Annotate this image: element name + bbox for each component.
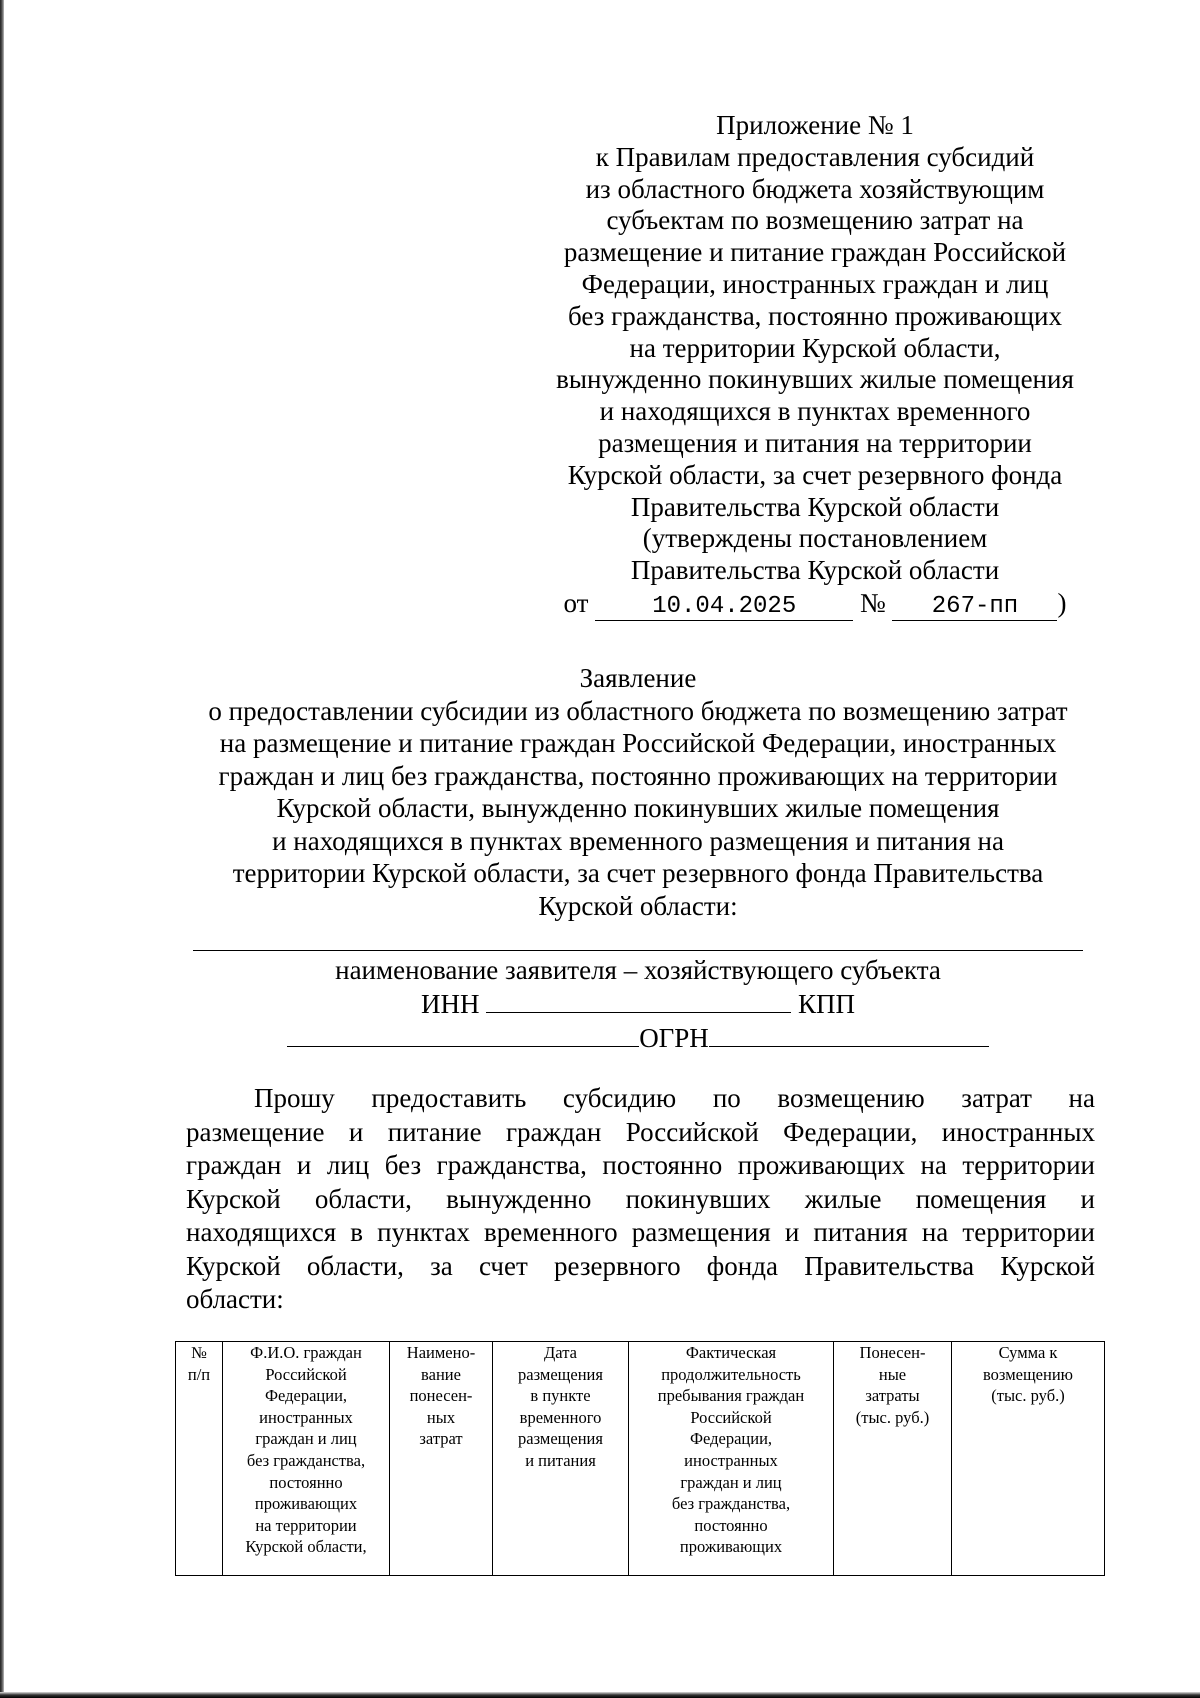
request-line: области:	[186, 1284, 284, 1314]
header-cell-line: Российской	[690, 1407, 772, 1427]
header-cell-line: возмещению	[983, 1364, 1073, 1384]
header-cell-line: (тыс. руб.)	[855, 1407, 930, 1427]
header-cell-line: граждан и лиц	[680, 1472, 782, 1492]
ogrn-label: ОГРН	[639, 1023, 709, 1053]
header-cell-reimbursement	[952, 1342, 1105, 1576]
header-cell-line: (тыс. руб.)	[991, 1386, 1065, 1406]
appendix-line: Правительства Курской области	[630, 491, 1000, 522]
request-line: Прошу предоставить субсидию по возмещению затрат на	[254, 1083, 1095, 1113]
request-line: Курской области, за счет резервного фонда Правительства Курской	[186, 1250, 1095, 1281]
header-cell-line: размещения	[518, 1364, 603, 1384]
header-cell-line: Дата	[544, 1343, 577, 1362]
header-cell-expense-name	[390, 1342, 493, 1576]
number-sign: №	[859, 587, 886, 618]
applicant-name-caption: наименование заявителя – хозяйствующего субъекта	[335, 955, 941, 985]
header-cell-line: Понесен-	[859, 1343, 926, 1362]
request-line: Курской области, вынужденно покинувших жилые помещения и	[186, 1183, 1095, 1214]
header-cell-line: без гражданства,	[246, 1450, 366, 1470]
header-cell-line: временного	[519, 1407, 602, 1427]
appendix-line: размещение и питание граждан Российской	[563, 237, 1067, 268]
statement-line: и находящихся в пунктах временного размещения и питания на	[272, 825, 1004, 856]
header-cell-number	[176, 1342, 223, 1576]
header-cell-line: Сумма к	[998, 1343, 1058, 1362]
appendix-line: и находящихся в пунктах временного	[599, 396, 1031, 427]
statement-heading	[168, 662, 1108, 922]
header-cell-line: проживающих	[679, 1537, 783, 1557]
expenses-table	[175, 1341, 1105, 1576]
request-paragraph	[186, 1082, 1095, 1317]
header-cell-line: №	[191, 1343, 207, 1362]
statement-line: территории Курской области, за счет резервного фонда Правительства	[232, 858, 1044, 888]
appendix-line: к Правилам предоставления субсидий	[595, 141, 1035, 172]
header-cell-line: ных	[426, 1407, 456, 1427]
header-cell-line: затрат	[419, 1429, 463, 1449]
header-cell-line: затраты	[865, 1386, 920, 1406]
header-cell-line: понесен-	[409, 1386, 473, 1406]
appendix-header	[535, 110, 1095, 621]
header-cell-line: ные	[878, 1364, 907, 1384]
header-cell-line: Наимено-	[406, 1343, 476, 1362]
request-line: находящихся в пунктах временного размещения и питания на территории	[186, 1217, 1095, 1247]
header-cell-line: на территории	[255, 1515, 357, 1535]
request-line: размещение и питание граждан Российской Федерации, иностранных	[186, 1116, 1095, 1147]
header-cell-line: Федерации,	[264, 1386, 348, 1406]
statement-title: Заявление	[579, 663, 697, 693]
appendix-line: на территории Курской области,	[629, 332, 1001, 363]
request-line: граждан и лиц без гражданства, постоянно проживающих на территории	[186, 1150, 1095, 1180]
scan-left-edge	[0, 0, 4, 1698]
header-cell-line: вание	[421, 1364, 461, 1384]
resolution-date-line	[535, 588, 1095, 621]
table-header-row	[176, 1342, 1105, 1576]
header-cell-line: пребывания граждан	[657, 1386, 805, 1406]
header-cell-line: Курской области,	[245, 1537, 367, 1557]
statement-line: граждан и лиц без гражданства, постоянно проживающих на территории	[218, 760, 1058, 791]
header-cell-line: граждан и лиц	[255, 1429, 357, 1449]
appendix-line: Правительства Курской области	[630, 555, 1000, 586]
header-cell-line: иностранных	[684, 1450, 778, 1470]
closing-paren: )	[1057, 587, 1067, 618]
header-cell-line: постоянно	[269, 1472, 343, 1492]
statement-line: Курской области, вынужденно покинувших жилые помещения	[276, 793, 1000, 823]
ogrn-blank[interactable]	[709, 1024, 989, 1047]
resolution-date: 10.04.2025	[595, 594, 853, 621]
appendix-line: Курской области, за счет резервного фонда	[567, 459, 1063, 490]
header-cell-line: Фактическая	[685, 1343, 777, 1362]
header-cell-stay-duration	[629, 1342, 834, 1576]
appendix-line: размещения и питания на территории	[598, 427, 1032, 458]
header-cell-line: размещения	[518, 1429, 603, 1449]
header-cell-line: Российской	[265, 1364, 347, 1384]
inn-kpp-line	[168, 987, 1108, 1021]
applicant-block	[168, 953, 1108, 1055]
ogrn-line	[168, 1021, 1108, 1055]
appendix-line: (утверждены постановлением	[642, 523, 988, 554]
appendix-line: Федерации, иностранных граждан и лиц	[581, 268, 1049, 299]
inn-label: ИНН	[420, 989, 480, 1019]
header-cell-line: п/п	[187, 1364, 211, 1384]
header-cell-line: иностранных	[259, 1407, 353, 1427]
statement-line: Курской области:	[538, 890, 738, 921]
statement-line: на размещение и питание граждан Российской Федерации, иностранных	[219, 728, 1057, 758]
header-cell-line: Федерации,	[689, 1429, 773, 1449]
header-cell-line: в пункте	[530, 1386, 591, 1406]
appendix-line: субъектам по возмещению затрат на	[606, 205, 1024, 236]
kpp-blank[interactable]	[287, 1024, 639, 1047]
header-cell-citizen-name	[223, 1342, 390, 1576]
header-cell-line: Ф.И.О. граждан	[250, 1343, 362, 1362]
statement-line: о предоставлении субсидии из областного бюджета по возмещению затрат	[208, 695, 1068, 726]
resolution-number: 267-пп	[892, 594, 1057, 621]
header-cell-line: проживающих	[254, 1494, 358, 1514]
kpp-label: КПП	[797, 989, 855, 1019]
header-cell-expenses	[834, 1342, 952, 1576]
date-prefix: от	[563, 587, 589, 618]
header-cell-line: и питания	[525, 1450, 596, 1470]
applicant-name-blank[interactable]	[193, 950, 1083, 951]
scan-bottom-edge	[0, 1692, 1200, 1698]
appendix-line: Приложение № 1	[716, 110, 914, 140]
inn-blank[interactable]	[486, 990, 791, 1013]
header-cell-placement-date	[493, 1342, 629, 1576]
appendix-line: без гражданства, постоянно проживающих	[568, 300, 1062, 331]
header-cell-line: постоянно	[694, 1515, 768, 1535]
header-cell-line: без гражданства,	[671, 1494, 791, 1514]
header-cell-line: продолжительность	[661, 1364, 801, 1384]
appendix-line: вынужденно покинувших жилые помещения	[556, 364, 1074, 395]
appendix-line: из областного бюджета хозяйствующим	[585, 173, 1045, 204]
